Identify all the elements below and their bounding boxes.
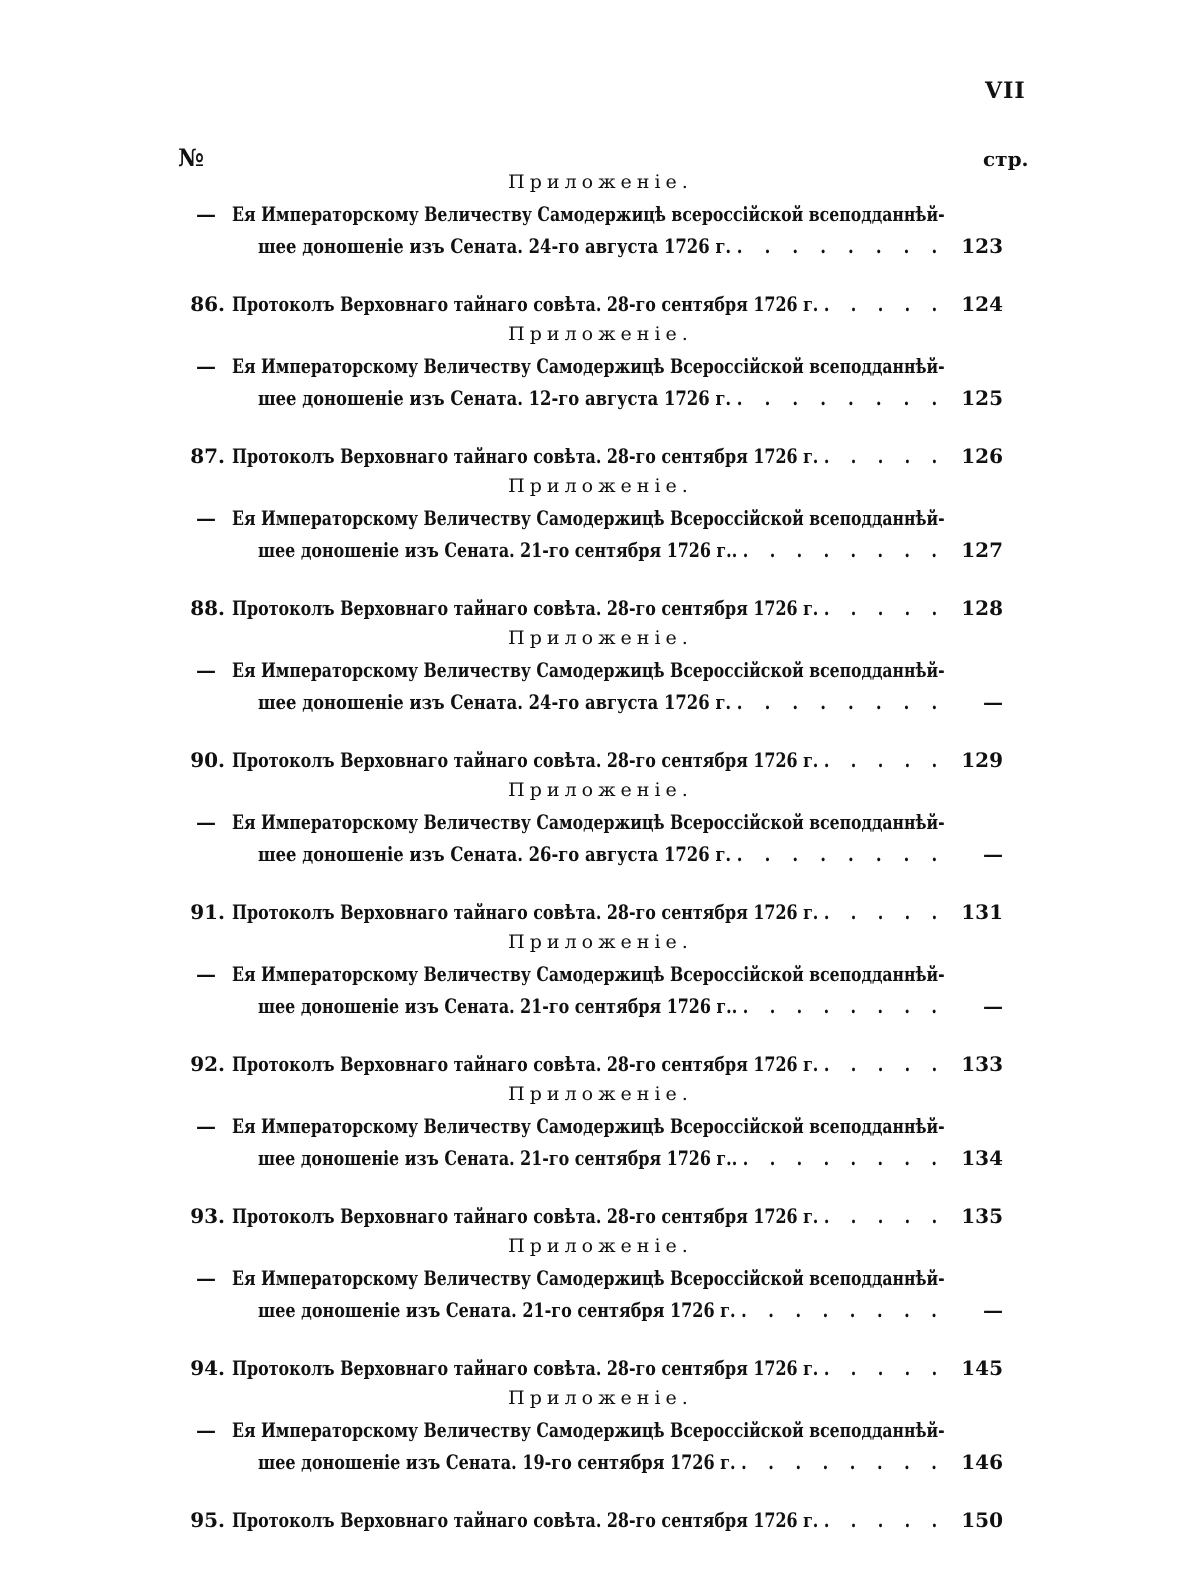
- toc-line: [0, 382, 1191, 414]
- entry-page: 131: [961, 900, 1003, 924]
- entry-page: 133: [961, 1052, 1003, 1076]
- entry-title-line1: Ея Императорскому Величеству Самодержицѣ Всероссійской всеподданнѣй-: [232, 962, 945, 986]
- entry-title-line1: Ея Императорскому Величеству Самодержицѣ Всероссійской всеподданнѣй-: [232, 810, 945, 834]
- leader-dots: . . . . . . . .: [736, 386, 946, 410]
- leader-dots: . . . . . . . .: [736, 690, 946, 714]
- entry-title: Протоколъ Верховнаго тайнаго совѣта. 28-го сентября 1726 г. . . . . .: [232, 748, 946, 772]
- dash-marker: —: [196, 1418, 216, 1442]
- entry-title-line2: шее доношеніе изъ Сената. 12-го августа 1726 г. . . . . . . . .: [258, 386, 946, 410]
- entry-number: 88.: [190, 596, 225, 620]
- toc-line: [0, 838, 1191, 870]
- leader-dots: . . . . . . . .: [742, 1146, 945, 1170]
- toc-line: [0, 592, 1191, 624]
- toc-entry-appendix: [0, 1232, 1191, 1326]
- entry-number: 95.: [190, 1508, 225, 1532]
- dash-marker: —: [196, 658, 216, 682]
- entry-title: Протоколъ Верховнаго тайнаго совѣта. 28-го сентября 1726 г. . . . . .: [232, 444, 946, 468]
- entry-title: Протоколъ Верховнаго тайнаго совѣта. 28-го сентября 1726 г. . . . . .: [232, 1052, 946, 1076]
- entry-number: 87.: [190, 444, 225, 468]
- toc-entry-protocol: [0, 744, 1191, 776]
- entry-page: 123: [961, 234, 1003, 258]
- leader-dots: . . . . .: [823, 1204, 946, 1228]
- leader-dots: . . . . .: [823, 596, 946, 620]
- entry-number: 91.: [190, 900, 225, 924]
- toc-line: [0, 1200, 1191, 1232]
- leader-dots: . . . . .: [823, 444, 946, 468]
- appendix-label: Приложеніе.: [508, 1387, 693, 1409]
- toc-line: [0, 230, 1191, 262]
- toc-line: [0, 1504, 1191, 1536]
- appendix-label: Приложеніе.: [508, 1083, 693, 1105]
- leader-dots: . . . . . . . .: [741, 1450, 945, 1474]
- leader-dots: . . . . .: [823, 1356, 946, 1380]
- toc-entry-protocol: [0, 592, 1191, 624]
- entry-title-line1: Ея Императорскому Величеству Самодержицѣ Всероссійской всеподданнѣй-: [232, 506, 945, 530]
- dash-marker: —: [196, 354, 216, 378]
- toc-entry-appendix: [0, 1080, 1191, 1174]
- leader-dots: . . . . .: [823, 748, 946, 772]
- entry-page: —: [983, 842, 1003, 866]
- entry-title: Протоколъ Верховнаго тайнаго совѣта. 28-го сентября 1726 г. . . . . .: [232, 900, 946, 924]
- toc-entry-protocol: [0, 440, 1191, 472]
- entry-title-line2: шее доношеніе изъ Сената. 24-го августа 1726 г. . . . . . . . .: [258, 234, 946, 258]
- page-column-header: стр.: [983, 147, 1029, 171]
- toc-line: [0, 350, 1191, 382]
- entry-title: Протоколъ Верховнаго тайнаго совѣта. 28-го сентября 1726 г. . . . . .: [232, 292, 946, 316]
- appendix-label: Приложеніе.: [508, 475, 693, 497]
- entry-page: 145: [961, 1356, 1003, 1380]
- entry-page: 146: [961, 1450, 1003, 1474]
- entry-page: —: [983, 994, 1003, 1018]
- toc-line: [0, 654, 1191, 686]
- toc-line: [0, 686, 1191, 718]
- toc-line: [0, 896, 1191, 928]
- entry-title-line1: Ея Императорскому Величеству Самодержицѣ Всероссійской всеподданнѣй-: [232, 1266, 945, 1290]
- toc-line: [0, 1294, 1191, 1326]
- toc-entry-appendix: [0, 1384, 1191, 1478]
- toc-line: [0, 990, 1191, 1022]
- table-of-contents: [0, 168, 1191, 1536]
- leader-dots: . . . . .: [823, 1052, 946, 1076]
- toc-entry-protocol: [0, 288, 1191, 320]
- leader-dots: . . . . .: [823, 292, 946, 316]
- entry-title-line2: шее доношеніе изъ Сената. 26-го августа 1726 г. . . . . . . . .: [258, 842, 946, 866]
- toc-entry-protocol: [0, 1200, 1191, 1232]
- toc-entry-protocol: [0, 1352, 1191, 1384]
- toc-line: [0, 1048, 1191, 1080]
- toc-line: [0, 1142, 1191, 1174]
- entry-title-line1: Ея Императорскому Величеству Самодержицѣ Всероссійской всеподданнѣй-: [232, 658, 945, 682]
- entry-title: Протоколъ Верховнаго тайнаго совѣта. 28-го сентября 1726 г. . . . . .: [232, 1356, 946, 1380]
- toc-line: [0, 1110, 1191, 1142]
- entry-title-line1: Ея Императорскому Величеству Самодержицѣ Всероссійской всеподданнѣй-: [232, 354, 945, 378]
- leader-dots: . . . . . . . .: [736, 234, 946, 258]
- leader-dots: . . . . . . . .: [742, 994, 945, 1018]
- entry-title-line1: Ея Императорскому Величеству Самодержицѣ всероссійской всеподданнѣй-: [232, 202, 945, 226]
- entry-page: 125: [961, 386, 1003, 410]
- entry-title-line2: шее доношеніе изъ Сената. 24-го августа 1726 г. . . . . . . . .: [258, 690, 946, 714]
- toc-line: [0, 1262, 1191, 1294]
- entry-title: Протоколъ Верховнаго тайнаго совѣта. 28-го сентября 1726 г. . . . . .: [232, 1508, 946, 1532]
- entry-title-line2: шее доношеніе изъ Сената. 21-го сентября 1726 г.. . . . . . . . .: [258, 1146, 945, 1170]
- dash-marker: —: [196, 1114, 216, 1138]
- number-column-header: №: [178, 143, 205, 172]
- toc-entry-protocol: [0, 1504, 1191, 1536]
- toc-line: [0, 806, 1191, 838]
- entry-title-line1: Ея Императорскому Величеству Самодержицѣ Всероссійской всеподданнѣй-: [232, 1114, 945, 1138]
- toc-line: [0, 1446, 1191, 1478]
- entry-page: 127: [961, 538, 1003, 562]
- appendix-label: Приложеніе.: [508, 1235, 693, 1257]
- entry-number: 92.: [190, 1052, 225, 1076]
- entry-title-line1: Ея Императорскому Величеству Самодержицѣ Всероссійской всеподданнѣй-: [232, 1418, 945, 1442]
- entry-title-line2: шее доношеніе изъ Сената. 21-го сентября 1726 г.. . . . . . . . .: [258, 538, 945, 562]
- toc-line: [0, 534, 1191, 566]
- leader-dots: . . . . . . . .: [742, 538, 945, 562]
- dash-marker: —: [196, 506, 216, 530]
- appendix-label: Приложеніе.: [508, 171, 693, 193]
- leader-dots: . . . . .: [823, 900, 946, 924]
- entry-page: 126: [961, 444, 1003, 468]
- toc-line: [0, 1414, 1191, 1446]
- dash-marker: —: [196, 1266, 216, 1290]
- entry-page: 134: [961, 1146, 1003, 1170]
- toc-entry-protocol: [0, 1048, 1191, 1080]
- toc-line: [0, 958, 1191, 990]
- leader-dots: . . . . . . . .: [736, 842, 946, 866]
- toc-entry-appendix: [0, 624, 1191, 718]
- entry-page: —: [983, 1298, 1003, 1322]
- toc-line: [0, 440, 1191, 472]
- entry-page: 129: [961, 748, 1003, 772]
- entry-page: —: [983, 690, 1003, 714]
- entry-number: 93.: [190, 1204, 225, 1228]
- dash-marker: —: [196, 810, 216, 834]
- toc-line: [0, 744, 1191, 776]
- entry-title-line2: шее доношеніе изъ Сената. 21-го сентября 1726 г. . . . . . . . .: [258, 1298, 945, 1322]
- dash-marker: —: [196, 202, 216, 226]
- toc-line: [0, 198, 1191, 230]
- entry-number: 90.: [190, 748, 225, 772]
- entry-number: 86.: [190, 292, 225, 316]
- toc-entry-appendix: [0, 928, 1191, 1022]
- entry-page: 135: [961, 1204, 1003, 1228]
- toc-entry-appendix: [0, 168, 1191, 262]
- toc-entry-protocol: [0, 896, 1191, 928]
- toc-line: [0, 1352, 1191, 1384]
- entry-title-line2: шее доношеніе изъ Сената. 19-го сентября 1726 г. . . . . . . . .: [258, 1450, 945, 1474]
- toc-entry-appendix: [0, 776, 1191, 870]
- entry-title: Протоколъ Верховнаго тайнаго совѣта. 28-го сентября 1726 г. . . . . .: [232, 596, 946, 620]
- toc-line: [0, 502, 1191, 534]
- entry-title-line2: шее доношеніе изъ Сената. 21-го сентября 1726 г.. . . . . . . . .: [258, 994, 945, 1018]
- appendix-label: Приложеніе.: [508, 323, 693, 345]
- leader-dots: . . . . . . . .: [741, 1298, 945, 1322]
- appendix-label: Приложеніе.: [508, 931, 693, 953]
- toc-line: [0, 288, 1191, 320]
- leader-dots: . . . . .: [823, 1508, 946, 1532]
- page-number: VII: [985, 78, 1026, 104]
- entry-title: Протоколъ Верховнаго тайнаго совѣта. 28-го сентября 1726 г. . . . . .: [232, 1204, 946, 1228]
- toc-entry-appendix: [0, 472, 1191, 566]
- appendix-label: Приложеніе.: [508, 627, 693, 649]
- appendix-label: Приложеніе.: [508, 779, 693, 801]
- entry-page: 124: [961, 292, 1003, 316]
- entry-number: 94.: [190, 1356, 225, 1380]
- dash-marker: —: [196, 962, 216, 986]
- entry-page: 128: [961, 596, 1003, 620]
- entry-page: 150: [961, 1508, 1003, 1532]
- toc-entry-appendix: [0, 320, 1191, 414]
